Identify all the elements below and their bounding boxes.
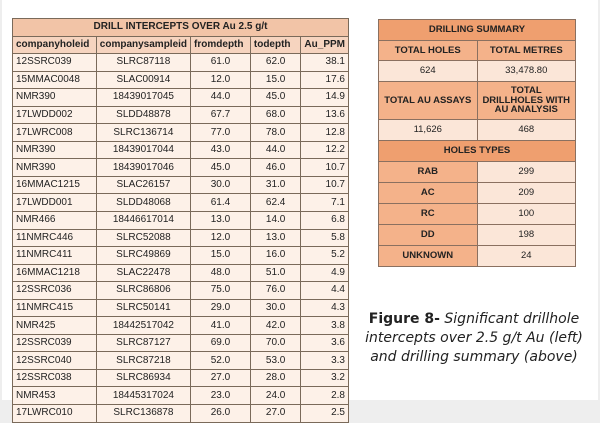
table-row <box>13 212 349 230</box>
cell-from-depth: 41.0 <box>191 317 251 335</box>
cell-to-depth: 30.0 <box>250 299 301 317</box>
cell-from-depth: 30.0 <box>191 176 251 194</box>
cell-sample-id: SLAC00914 <box>96 71 190 89</box>
cell-au-ppm: 6.8 <box>301 212 349 230</box>
table-row <box>13 124 349 142</box>
cell-au-ppm: 38.1 <box>301 54 349 72</box>
hole-type-count: 24 <box>477 246 576 267</box>
total-drillholes-label: TOTAL DRILLHOLES WITH AU ANALYSIS <box>477 82 576 120</box>
cell-from-depth: 43.0 <box>191 141 251 159</box>
table-row <box>13 106 349 124</box>
figure-caption <box>358 310 590 367</box>
cell-from-depth: 29.0 <box>191 299 251 317</box>
hole-types-title: HOLES TYPES <box>379 141 576 162</box>
cell-sample-id: SLRC87218 <box>96 352 190 370</box>
cell-sample-id: SLDD48068 <box>96 194 190 212</box>
cell-hole-id: NMR390 <box>13 89 97 107</box>
cell-sample-id: SLRC86934 <box>96 369 190 387</box>
table-row <box>13 264 349 282</box>
column-header-au-ppm: Au_PPM <box>301 36 349 54</box>
cell-au-ppm: 5.2 <box>301 247 349 265</box>
cell-sample-id: SLDD48878 <box>96 106 190 124</box>
summary-title: DRILLING SUMMARY <box>379 20 576 41</box>
total-holes-label: TOTAL HOLES <box>379 41 478 61</box>
hole-type-row <box>379 246 576 267</box>
cell-hole-id: 17LWRC008 <box>13 124 97 142</box>
total-holes-value: 624 <box>379 61 478 82</box>
cell-hole-id: NMR466 <box>13 212 97 230</box>
cell-au-ppm: 4.9 <box>301 264 349 282</box>
cell-sample-id: SLAC22478 <box>96 264 190 282</box>
table-row <box>13 71 349 89</box>
table-row <box>13 247 349 265</box>
cell-sample-id: SLRC86806 <box>96 282 190 300</box>
cell-to-depth: 51.0 <box>250 264 301 282</box>
cell-au-ppm: 2.5 <box>301 405 349 423</box>
cell-sample-id: SLRC136714 <box>96 124 190 142</box>
hole-types-body <box>379 162 576 267</box>
cell-from-depth: 27.0 <box>191 369 251 387</box>
cell-from-depth: 12.0 <box>191 229 251 247</box>
table-row <box>13 282 349 300</box>
cell-au-ppm: 12.2 <box>301 141 349 159</box>
cell-hole-id: 12SSRC036 <box>13 282 97 300</box>
column-header-hole-id: companyholeid <box>13 36 97 54</box>
total-metres-label: TOTAL METRES <box>477 41 576 61</box>
cell-from-depth: 13.0 <box>191 212 251 230</box>
table-row <box>13 317 349 335</box>
hole-type-row <box>379 183 576 204</box>
cell-hole-id: NMR453 <box>13 387 97 405</box>
cell-from-depth: 75.0 <box>191 282 251 300</box>
table-row <box>13 54 349 72</box>
figure-panel <box>2 0 598 419</box>
table-row <box>13 369 349 387</box>
intercepts-header-row <box>13 36 349 54</box>
cell-sample-id: SLRC50141 <box>96 299 190 317</box>
cell-sample-id: 18439017045 <box>96 89 190 107</box>
cell-to-depth: 62.4 <box>250 194 301 212</box>
total-au-assays-label: TOTAL AU ASSAYS <box>379 82 478 120</box>
table-row <box>13 387 349 405</box>
drilling-summary-table <box>378 19 576 267</box>
cell-from-depth: 61.0 <box>191 54 251 72</box>
figure-label: Figure 8- <box>368 311 440 327</box>
table-row <box>13 194 349 212</box>
table-row <box>13 229 349 247</box>
cell-from-depth: 26.0 <box>191 405 251 423</box>
cell-au-ppm: 3.2 <box>301 369 349 387</box>
column-header-from-depth: fromdepth <box>191 36 251 54</box>
cell-to-depth: 13.0 <box>250 229 301 247</box>
cell-hole-id: 11NMRC411 <box>13 247 97 265</box>
cell-hole-id: 12SSRC039 <box>13 334 97 352</box>
hole-type-name: UNKNOWN <box>379 246 478 267</box>
cell-to-depth: 45.0 <box>250 89 301 107</box>
total-metres-value: 33,478.80 <box>477 61 576 82</box>
column-header-sample-id: companysampleid <box>96 36 190 54</box>
cell-sample-id: SLRC49869 <box>96 247 190 265</box>
table-row <box>13 334 349 352</box>
hole-type-row <box>379 225 576 246</box>
cell-hole-id: 12SSRC040 <box>13 352 97 370</box>
cell-hole-id: NMR425 <box>13 317 97 335</box>
cell-hole-id: NMR390 <box>13 159 97 177</box>
cell-to-depth: 78.0 <box>250 124 301 142</box>
hole-type-row <box>379 162 576 183</box>
hole-type-count: 100 <box>477 204 576 225</box>
hole-type-name: DD <box>379 225 478 246</box>
cell-au-ppm: 2.8 <box>301 387 349 405</box>
table-row <box>13 159 349 177</box>
cell-sample-id: SLRC136878 <box>96 405 190 423</box>
cell-sample-id: 18439017044 <box>96 141 190 159</box>
cell-au-ppm: 4.3 <box>301 299 349 317</box>
cell-au-ppm: 12.8 <box>301 124 349 142</box>
cell-au-ppm: 3.8 <box>301 317 349 335</box>
cell-to-depth: 31.0 <box>250 176 301 194</box>
cell-hole-id: 12SSRC039 <box>13 54 97 72</box>
cell-sample-id: SLAC26157 <box>96 176 190 194</box>
cell-au-ppm: 17.6 <box>301 71 349 89</box>
cell-hole-id: 16MMAC1215 <box>13 176 97 194</box>
hole-type-count: 299 <box>477 162 576 183</box>
cell-from-depth: 15.0 <box>191 247 251 265</box>
cell-hole-id: NMR390 <box>13 141 97 159</box>
cell-au-ppm: 4.4 <box>301 282 349 300</box>
cell-to-depth: 42.0 <box>250 317 301 335</box>
cell-au-ppm: 5.8 <box>301 229 349 247</box>
table-row <box>13 405 349 423</box>
cell-from-depth: 61.4 <box>191 194 251 212</box>
drill-intercepts-table <box>12 18 349 423</box>
cell-sample-id: 18445317024 <box>96 387 190 405</box>
cell-au-ppm: 3.6 <box>301 334 349 352</box>
cell-hole-id: 12SSRC038 <box>13 369 97 387</box>
cell-from-depth: 69.0 <box>191 334 251 352</box>
cell-to-depth: 15.0 <box>250 71 301 89</box>
cell-to-depth: 76.0 <box>250 282 301 300</box>
cell-to-depth: 46.0 <box>250 159 301 177</box>
total-au-assays-value: 11,626 <box>379 120 478 141</box>
cell-to-depth: 28.0 <box>250 369 301 387</box>
cell-to-depth: 44.0 <box>250 141 301 159</box>
cell-sample-id: 18439017046 <box>96 159 190 177</box>
hole-type-name: AC <box>379 183 478 204</box>
cell-to-depth: 70.0 <box>250 334 301 352</box>
cell-to-depth: 14.0 <box>250 212 301 230</box>
cell-hole-id: 16MMAC1218 <box>13 264 97 282</box>
cell-au-ppm: 7.1 <box>301 194 349 212</box>
cell-to-depth: 62.0 <box>250 54 301 72</box>
cell-from-depth: 52.0 <box>191 352 251 370</box>
cell-au-ppm: 13.6 <box>301 106 349 124</box>
hole-type-row <box>379 204 576 225</box>
cell-from-depth: 44.0 <box>191 89 251 107</box>
cell-to-depth: 16.0 <box>250 247 301 265</box>
cell-sample-id: SLRC87127 <box>96 334 190 352</box>
cell-au-ppm: 10.7 <box>301 159 349 177</box>
cell-to-depth: 68.0 <box>250 106 301 124</box>
cell-hole-id: 17LWRC010 <box>13 405 97 423</box>
cell-from-depth: 45.0 <box>191 159 251 177</box>
cell-hole-id: 17LWDD001 <box>13 194 97 212</box>
hole-type-count: 198 <box>477 225 576 246</box>
cell-from-depth: 77.0 <box>191 124 251 142</box>
cell-sample-id: 18442517042 <box>96 317 190 335</box>
cell-sample-id: SLRC52088 <box>96 229 190 247</box>
cell-to-depth: 53.0 <box>250 352 301 370</box>
cell-au-ppm: 3.3 <box>301 352 349 370</box>
cell-sample-id: 18446617014 <box>96 212 190 230</box>
cell-to-depth: 24.0 <box>250 387 301 405</box>
cell-from-depth: 23.0 <box>191 387 251 405</box>
intercepts-title: DRILL INTERCEPTS OVER Au 2.5 g/t <box>13 19 349 37</box>
figure-caption-text: Significant drillhole intercepts over 2.5 g/t Au (left) and drilling summary (above) <box>365 311 583 365</box>
hole-type-name: RAB <box>379 162 478 183</box>
table-row <box>13 89 349 107</box>
cell-sample-id: SLRC87118 <box>96 54 190 72</box>
hole-type-count: 209 <box>477 183 576 204</box>
table-row <box>13 352 349 370</box>
total-drillholes-value: 468 <box>477 120 576 141</box>
table-row <box>13 299 349 317</box>
cell-hole-id: 11NMRC446 <box>13 229 97 247</box>
table-row <box>13 141 349 159</box>
cell-hole-id: 15MMAC0048 <box>13 71 97 89</box>
intercepts-body <box>13 54 349 422</box>
cell-au-ppm: 10.7 <box>301 176 349 194</box>
cell-from-depth: 48.0 <box>191 264 251 282</box>
cell-from-depth: 67.7 <box>191 106 251 124</box>
cell-from-depth: 12.0 <box>191 71 251 89</box>
cell-au-ppm: 14.9 <box>301 89 349 107</box>
hole-type-name: RC <box>379 204 478 225</box>
cell-hole-id: 11NMRC415 <box>13 299 97 317</box>
table-row <box>13 176 349 194</box>
cell-hole-id: 17LWDD002 <box>13 106 97 124</box>
cell-to-depth: 27.0 <box>250 405 301 423</box>
column-header-to-depth: todepth <box>250 36 301 54</box>
